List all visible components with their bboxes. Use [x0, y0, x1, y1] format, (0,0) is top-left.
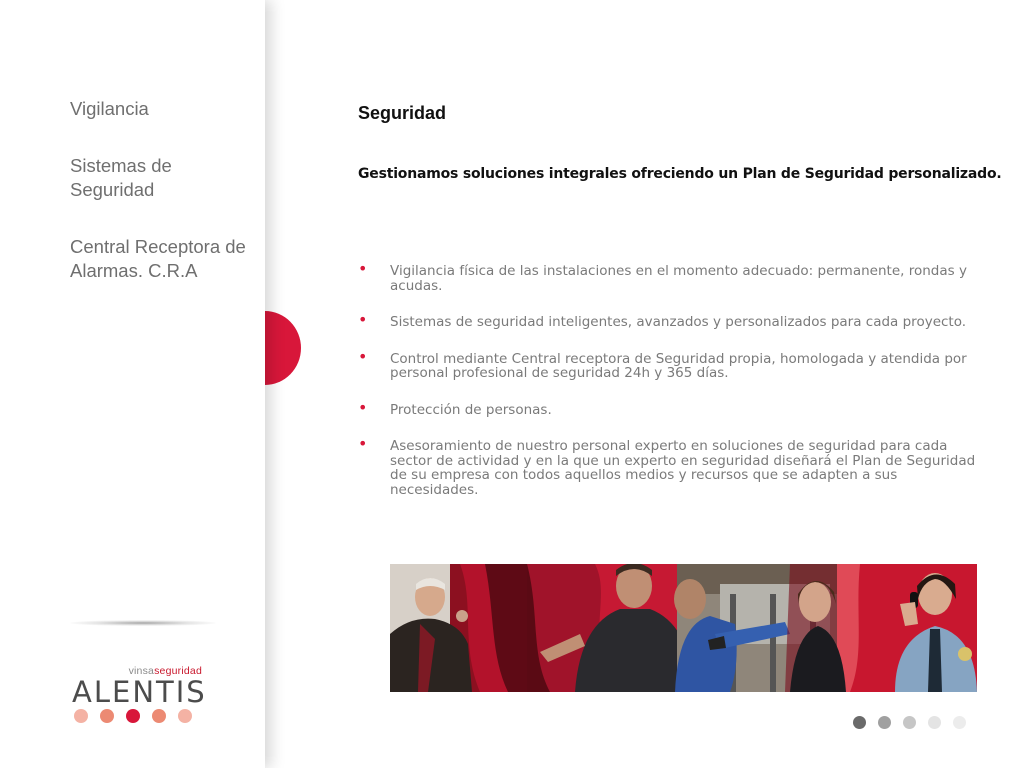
logo-dot [178, 709, 192, 723]
pager-dot[interactable] [903, 716, 916, 729]
logo-dot [74, 709, 88, 723]
list-item [358, 259, 978, 294]
list-item-text: Protección de personas. [390, 401, 552, 418]
sidebar-item-vigilancia[interactable]: Vigilancia [70, 98, 149, 119]
logo-dot [152, 709, 166, 723]
page-subtitle: Gestionamos soluciones integrales ofreciendo un Plan de Seguridad personalizado. [358, 166, 1002, 182]
logo-sub-a: vinsa [128, 665, 155, 677]
list-item [358, 434, 978, 498]
logo-dots [74, 709, 192, 723]
logo-dot [126, 709, 140, 723]
pager-dot[interactable] [853, 716, 866, 729]
bullet-list [358, 259, 978, 519]
bullet-icon: • [358, 434, 368, 453]
list-item-text: Vigilancia física de las instalaciones en el momento adecuado: permanente, rondas y acudas. [390, 263, 967, 294]
bullet-icon: • [358, 310, 368, 329]
list-item [358, 397, 978, 418]
logo-wordmark: ALENTIS [72, 675, 207, 709]
sidebar-nav [70, 97, 260, 316]
sidebar-item-central-receptora[interactable]: Central Receptora de Alarmas. C.R.A [70, 236, 246, 281]
bullet-icon: • [358, 397, 368, 417]
security-staff-photo-banner [390, 564, 977, 692]
company-logo[interactable] [72, 665, 212, 735]
pager-dot[interactable] [953, 716, 966, 729]
bullet-icon: • [358, 259, 368, 278]
list-item [358, 346, 978, 381]
sidebar [0, 0, 265, 768]
logo-dot [100, 709, 114, 723]
bullet-icon: • [358, 346, 368, 366]
sidebar-item-sistemas-de-seguridad[interactable]: Sistemas de Seguridad [70, 155, 172, 200]
slide-pager [853, 716, 966, 729]
list-item-text: Sistemas de seguridad inteligentes, avanzados y personalizados para cada proyecto. [390, 314, 967, 330]
pager-dot[interactable] [928, 716, 941, 729]
pager-dot[interactable] [878, 716, 891, 729]
sidebar-divider [70, 620, 216, 626]
photo-collage [390, 564, 977, 692]
list-item [358, 310, 978, 330]
list-item-text: Control mediante Central receptora de Seguridad propia, homologada y atendida por personal profesional de seguridad 24h y 365 días. [390, 350, 967, 381]
logo-sub-b: seguridad [154, 665, 202, 677]
list-item-text: Asesoramiento de nuestro personal experto en soluciones de seguridad para cada sector de actividad y en la que un experto en seguridad diseñará el Plan de Seguridad de su empresa con todos aquellos medios y recursos que se adapten a sus necesidades. [390, 438, 976, 498]
page-title: Seguridad [358, 103, 447, 123]
